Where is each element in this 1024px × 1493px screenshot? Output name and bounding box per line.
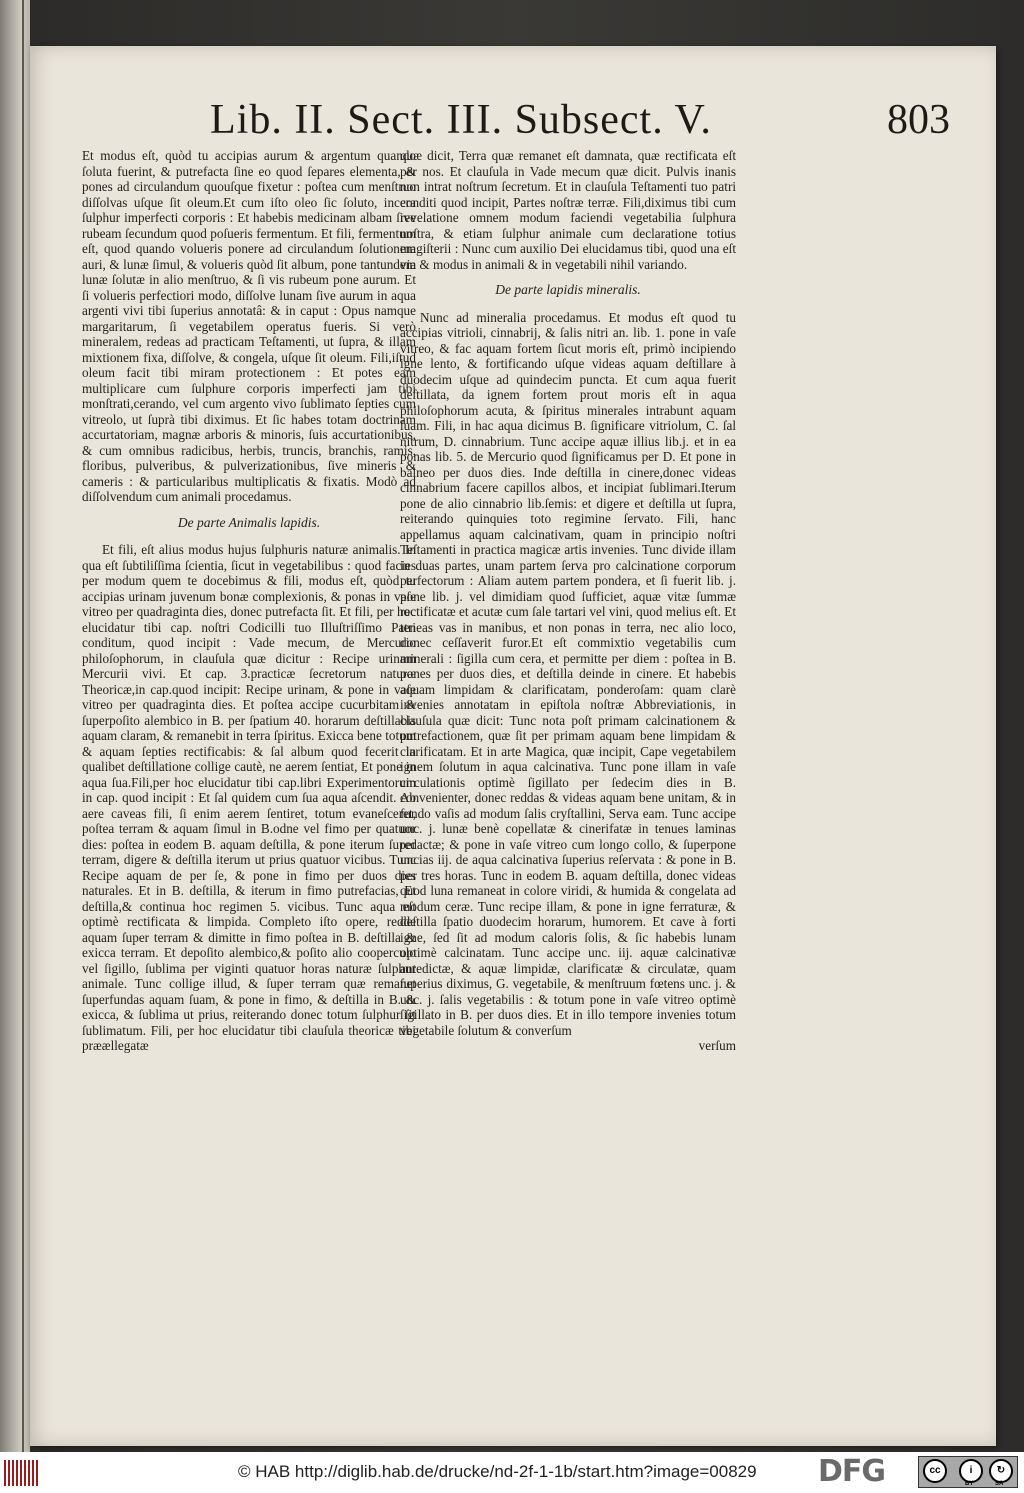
left-paragraph-2: Et fili, eſt alius modus hujus ſulphuris naturæ animalis. In qua eſt ſubtiliſſima ſcientia, ſicut in vegetabilibus : quod facies per modum quem te docebimus & fili, modus eſt, quòd tu accipias urinam juvenum bonæ complexionis, & ponas in vaſe vitreo per quadraginta dies, donec putrefacta ſit. Et fili, per hoc elucidatur tibi cap. noſtri Codicilli tuo Illuſtriſſimo Patri conditum, quod incipit : Vade mecum, de Mercurio philoſophorum, in clauſula quæ dicitur : Recipe urinam Mercurii vivi. Et cap. 3.practicæ ſecretorum naturæ Theoricæ,in cap.quod incipit: Recipe urinam, & pone in vaſe vitreo per quadraginta dies. Et poſtea accipe cucurbitam & ſuperpoſito alembico in B. per ſpatium 40. horarum deſtillabis aquam claram, & remanebit in terra ſpiritus. Exicca bene totum & aquam ſepties rectificabis: & ſal album quod fecerit in qualibet deſtillatione collige cautè, ne aerem ſentiat, Et pone in aqua ſua.Fili,per hoc elucidatur tibi cap.libri Experimentorum in cap. quod incipit : Et ſal quidem cum ſua aqua aſcendit. Ab aere caveas fili, ſi enim aerem ſentiret, totum evaneſceret, poſtea terram & aquam ſimul in B.odne vel fimo per quatuor dies: poſtea in eodem B. aquam deſtilla, & pone iterum ſuper terram, digere & deſtilla iterum ut prius quatuor vicibus. Tunc Recipe aquam de per ſe, & pone in fimo per duos dies naturales. Et in B. deſtilla, & iterum in fimo putrefacias, Et deſtilla,& continua hoc regimen 5. vicibus. Tunc aqua eſt optimè rectificata & limpida. Completo iſto opere, redde aquam ſuper terram & dimitte in fimo poſtea in B. deſtilla & exicca terram. Et depoſito alembico,& poſito alio cooperculo vel ſigillo, ſublima per viginti quatuor horas naturæ ſulphur animale. Tunc collige illud, & ſuper terram quæ remanet ſuperfundas aquam ſuam, & pone in fimo, & deſtilla in B. & exicca, & ſublima ut prius, reiterando donec totum ſulphur ſit ſublimatum. Fili, per hoc elucidatur tibi clauſula theoricæ tibi præællegatæ [82,542,416,1053]
right-paragraph-1: quæ dicit, Terra quæ remanet eſt damnata, quæ rectificata eſt per nos. Et clauſula in Vade mecum quæ dicit. Pulvis inanis non intrat noſtrum ſecretum. Et in clauſula Teſtamenti tuo patri conditi quod incipit, Partes noſtræ terræ. Fili,diximus tibi cum revelatione omnem modum faciendi vegetabilia ſulphura noſtra, & etiam ſulphur animale cum declaratione totius magiſterii : Nunc cum auxilio Dei elucidamus tibi, quod una eſt via & modus in animali & in vegetabili nihil variando. [400,148,736,272]
catchword: verſum [698,1038,736,1053]
sa-icon: ↻ [989,1459,1013,1483]
footer-bar [0,1452,1024,1493]
previous-page-edge [0,0,30,1452]
left-column [82,148,416,1054]
sa-label: SA [995,1481,1004,1487]
book-page [30,46,996,1446]
cc-license-badge[interactable] [918,1456,1018,1488]
section-heading-animal: De parte Animalis lapidis. [177,514,321,530]
dfg-logo: DFG [818,1454,886,1489]
copyright-link[interactable]: © HAB http://diglib.hab.de/drucke/nd-2f-1-1b/start.htm?image=00829 [238,1462,757,1481]
hab-logo [4,1460,38,1486]
right-paragraph-2: Nunc ad mineralia procedamus. Et modus eſt quod tu accipias vitrioli, cinnabrij, & ſalis nitri an. lib. 1. pone in vaſe vitreo, & fac aquam fortem ſicut moris eſt, primò incipiendo igne lento, & fortificando uſque videas aquam deſtillare à duodecim uſque ad quindecim puncta. Et cum aqua fuerit deſtillata, da ignem fortem prout moris eſt in aqua philoſophorum acuta, & ſpiritus minerales intrabunt aquam ſuam. Fili, in hac aqua dicimus B. ſignificare vitriolum, C. ſal nitrum, D. cinnabrium. Tunc accipe aquæ illius lib.j. et in ea ponas lib. 5. de Mercurio quod ſignificamus per D. Et pone in balneo per duos dies. Inde deſtilla in cinere,donec videas cinnabrium facere capillos albos, et incipiat ſublimari.Iterum pone de alio cinnabrio lib.ſemis: et digere et deſtilla ut ſupra, reiterando quinquies toto regimine ſervato. Fili, hanc appellamus aquam calcinativam, quam in principio noſtri Teſtamenti in practica magicæ artis invenies. Tunc divide illam in duas partes, unam partem ſerva pro calcinatione corporum perfectorum : Aliam autem partem pondera, et ſi fuerit lib. j. pone lib. j. vel dimidiam quod ſufficiet, aquæ vitæ ſummæ rectificatæ et acutæ cum ſale tartari vel vini, quod melius eſt. Et teneas vas in manibus, et non ponas in terra, nec alio loco, donec ceſſaverit furor.Et eſt commixtio vegetabilis cum minerali : ſigilla cum cera, et permitte per diem : poſtea in B. pones per duos dies, et deſtilla deinde in cinere. Et habebis aquam limpidam & clarificatam, ponderoſam: quam clarè invenies annotatam in epiſtola noſtræ Abbreviationis, in clauſula quæ dicit: Tunc nota poſt primam calcinationem & putrefactionem, quæ ſit per primam aquam bene limpidam & clarificatam. Et in arte Magica, quæ incipit, Cape vegetabilem ignem ſolutum in aqua calcinativa. Tunc pone illam in vaſe circulationis optimè ſigillato per ſedecim dies in B. convenienter, donec reddas & videas aquam bene unitam, & in fundo vaſis ad modum ſalis cryſtallini, Serva eam. Tunc accipe unc. j. lunæ benè copellatæ & cinerifatæ in tenues laminas redactæ; & pone in vaſe vitreo cum longo collo, & ſuperpone uncias iij. de aqua calcinativa ſuperius reſervata : & pone in B. per tres horas. Tunc in eodem B. aquam deſtilla, donec videas quod luna remaneat in colore viridi, & humida & congelata ad modum ceræ. Tunc recipe illam, & pone in igne ferraturæ, & deſtilla ſpatio duodecim horarum, humorem. Et cave à forti igne, ſed ſit ad modum caloris ſolis, & ſic habebis lunam optimè calcinatam. Tunc accipe unc. iij. aquæ calcinativæ antedictæ, & aquæ limpidæ, clarificatæ & circulatæ, quam ſuperius diximus, G. vegetabile, & menſtruum fœtens unc. j. & unc. j. ſalis vegetabilis : & totum pone in vaſe vitreo optimè ſigillato in B. per duos dies. Et in illo tempore invenies totum vegetabile ſolutum & converſum [400,309,736,1038]
page-number: 803 [887,97,950,143]
by-icon: i [959,1459,983,1483]
right-column [400,148,736,1054]
by-label: BY [965,1481,974,1487]
running-header [210,94,950,150]
section-heading-mineral: De parte lapidis mineralis. [495,282,641,297]
page-gutter-line [22,0,24,1452]
header-title: Lib. II. Sect. III. Subsect. V. [210,97,712,143]
cc-icon: cc [923,1459,947,1483]
left-paragraph-1: Et modus eſt, quòd tu accipias aurum & argentum quando ſoluta fuerint, & putrefacta ſine eo quod ſepares elementa, & pones ad circulandum quouſque fixetur : poſtea cum menſtruo diſſolvas uſque ſit oleum.Et cum iſto oleo ſic ſoluto, incera ſulphur imperfecti corporis : Et habebis medicinam albam ſive rubeam ſecundum quod poſueris fermentum. Et fili, fermentum eſt, quod quando volueris ponere ad circulandum ſolutionem auri, & lunæ ſimul, & volueris quòd ſit album, pone tantundem lunæ ſolutæ in alio menſtruo, & ſi vis rubeum pone aurum. Et ſi volueris perfectiori modo, diſſolve lunam ſive aurum in aqua argenti vivi tibi ſuperius annotatâ: & in caput : Opus namque margaritarum, ſi vegetabilem operatus fueris. Si verò mineralem, redeas ad practicam Teſtamenti, ut ſupra, & illam mixtionem fixa, diſſolve, & congela, uſque ſit oleum. Fili,iſtud oleum facit tibi miram protectionem : Et potes eam multiplicare cum ſulphure corporis imperfecti jam tibi monſtrati,cerando, vel cum argento vivo ſublimato ſepties cum vitreolo, ut ſuprà tibi diximus. Et ſic habes totam doctrinam accurtatoriam, magnæ arboris & minoris, ſuis accurtationibus, & cum omnibus radicibus, herbis, truncis, branchis, ramis, floribus, pulveribus, & pulverizationibus, ſive mineris & cameris : & particularibus multiplicatis & fixatis. Modò ad diſſolvendum cum animali procedamus. [82,148,416,504]
